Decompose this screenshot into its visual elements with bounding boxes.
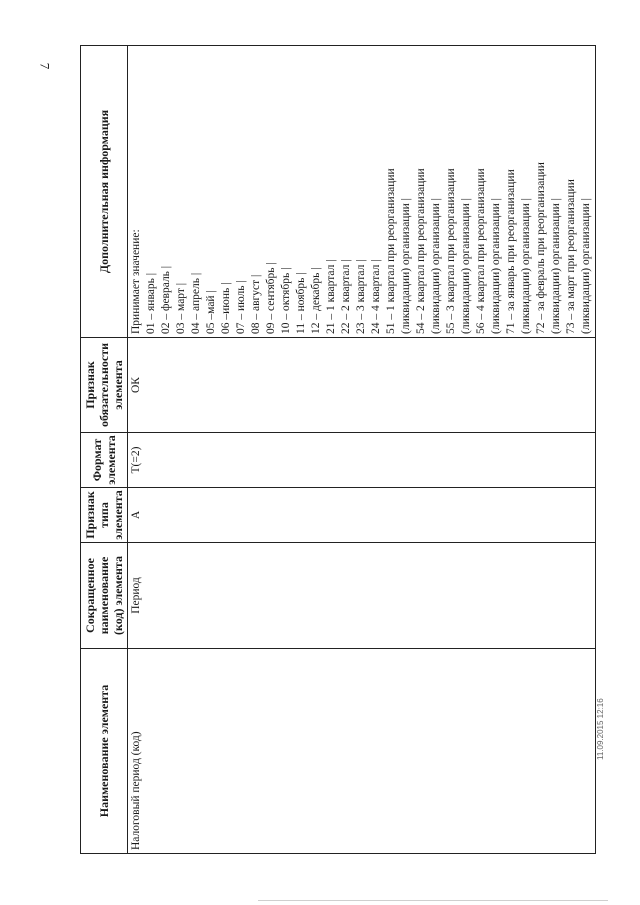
cell-element-name: Налоговый период (код) (128, 649, 596, 854)
header-type-flag: Признак типа элемента (81, 488, 128, 543)
rotated-table-container (80, 46, 592, 854)
table-row (128, 46, 596, 854)
info-line: 23 – 3 квартал | (355, 259, 367, 334)
info-line: (ликвидации) организации | (550, 198, 562, 334)
info-line: 10 – октябрь | (280, 267, 292, 334)
cell-type-flag: А (128, 488, 596, 543)
page-number: 7 (37, 62, 53, 70)
info-line: Принимает значение: (130, 229, 142, 334)
header-row (81, 46, 128, 854)
element-table (80, 45, 596, 854)
info-line: 21 – 1 квартал | (325, 259, 337, 334)
header-obligatory: Признак обязательности элемента (81, 338, 128, 433)
info-line: 12 – декабрь | (310, 267, 322, 334)
scan-edge-line (258, 900, 608, 901)
info-line: (ликвидации) организации | (430, 198, 442, 334)
info-line: 55 – 3 квартал при реорганизации (445, 168, 457, 334)
header-additional-info: Дополнительная информация (81, 46, 128, 338)
info-line: 51 – 1 квартал при реорганизации (385, 168, 397, 334)
info-line: 07 – июль | (235, 280, 247, 334)
info-line: 71 – за январь при реорганизации (505, 169, 517, 334)
cell-format: T(=2) (128, 433, 596, 488)
info-line: 04 – апрель | (190, 272, 202, 334)
info-line: 05 –май | (205, 290, 217, 334)
info-line: 01 – январь | (145, 273, 157, 334)
document-stamp: 11.09.2015 12:16 (596, 698, 605, 760)
cell-additional-info (128, 46, 596, 338)
info-line: 24 – 4 квартал | (370, 259, 382, 334)
info-line: 02 – февраль | (160, 265, 172, 334)
info-line: 72 – за февраль при реорганизации (535, 162, 547, 334)
info-line: (ликвидации) организации | (520, 198, 532, 334)
info-line: 54 – 2 квартал при реорганизации (415, 168, 427, 334)
info-line: 03 – март | (175, 282, 187, 334)
cell-short-code: Период (128, 543, 596, 649)
header-element-name: Наименование элемента (81, 649, 128, 854)
info-line: (ликвидации) организации | (490, 198, 502, 334)
info-line: (ликвидации) организации | (460, 198, 472, 334)
info-line: 73 – за март при реорганизации (565, 179, 577, 334)
info-line: 08 – август | (250, 274, 262, 334)
info-line: 09 – сентябрь | (265, 262, 277, 334)
header-format: Формат элемента (81, 433, 128, 488)
cell-obligatory: ОК (128, 338, 596, 433)
info-line: 06 –июнь | (220, 282, 232, 334)
info-line: 11 – ноябрь | (295, 272, 307, 334)
info-line: 22 – 2 квартал | (340, 259, 352, 334)
info-line: (ликвидации) организации | (400, 198, 412, 334)
header-short-code: Сокращенное наименование (код) элемента (81, 543, 128, 649)
info-line: (ликвидации) организации | (580, 198, 592, 334)
info-line: 56 – 4 квартал при реорганизации (475, 168, 487, 334)
